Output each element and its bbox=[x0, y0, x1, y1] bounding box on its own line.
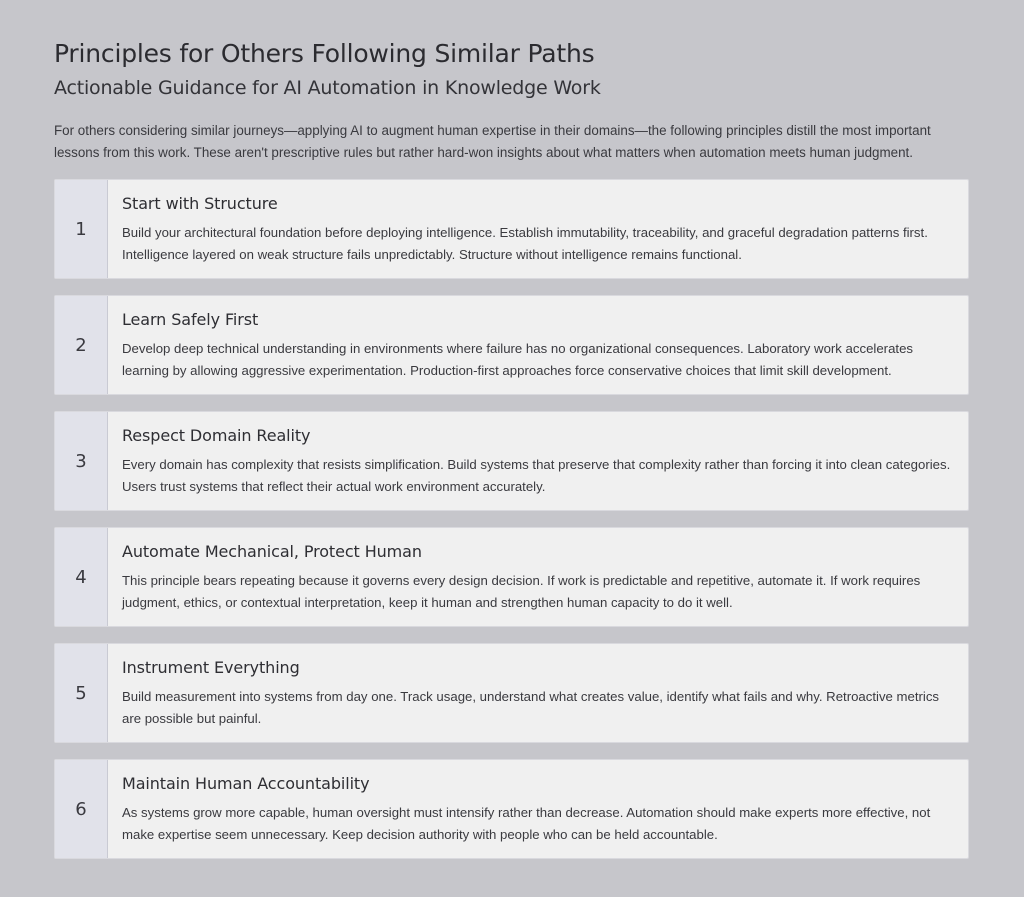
principle-text: Build your architectural foundation before deploying intelligence. Establish immutability, traceability, and graceful degradation patterns first. Intelligence layered on weak structure fails unpredictably. Structure without intelligence remains functional. bbox=[122, 225, 928, 262]
principle-card bbox=[54, 295, 969, 395]
principle-card bbox=[54, 411, 969, 511]
principle-title: Learn Safely First bbox=[122, 310, 259, 329]
principle-number: 4 bbox=[55, 528, 108, 626]
principle-body bbox=[108, 412, 968, 510]
principle-card bbox=[54, 527, 969, 627]
principle-text: Develop deep technical understanding in environments where failure has no organizational consequences. Laboratory work accelerates learning by allowing aggressive experimentation. Production-first approaches force conservative choices that limit skill development. bbox=[122, 341, 913, 378]
principle-title: Start with Structure bbox=[122, 194, 278, 213]
principle-card bbox=[54, 643, 969, 743]
principle-title: Maintain Human Accountability bbox=[122, 774, 370, 793]
principle-card bbox=[54, 759, 969, 859]
principle-text: This principle bears repeating because it governs every design decision. If work is predictable and repetitive, automate it. If work requires judgment, ethics, or contextual interpretation, keep it human and strengthen human capacity to do it well. bbox=[122, 573, 921, 610]
principle-body bbox=[108, 296, 968, 394]
principle-number: 1 bbox=[55, 180, 108, 278]
principle-title: Automate Mechanical, Protect Human bbox=[122, 542, 422, 561]
principle-title: Respect Domain Reality bbox=[122, 426, 311, 445]
principle-number: 2 bbox=[55, 296, 108, 394]
principles-list bbox=[54, 179, 969, 859]
principle-body bbox=[108, 644, 968, 742]
principle-body bbox=[108, 180, 968, 278]
principle-body bbox=[108, 760, 968, 858]
principle-card bbox=[54, 179, 969, 279]
intro-paragraph: For others considering similar journeys—applying AI to augment human expertise in their domains—the following principles distill the most important lessons from this work. These aren't prescriptive rules but rather hard-won insights about what matters when automation meets human judgment. bbox=[54, 123, 931, 160]
principle-body bbox=[108, 528, 968, 626]
principle-number: 6 bbox=[55, 760, 108, 858]
page-subtitle: Actionable Guidance for AI Automation in Knowledge Work bbox=[54, 77, 601, 99]
page-title: Principles for Others Following Similar Paths bbox=[54, 39, 595, 68]
principle-text: Every domain has complexity that resists simplification. Build systems that preserve that complexity rather than forcing it into clean categories. Users trust systems that reflect their actual work environment accurately. bbox=[122, 457, 951, 494]
principle-text: As systems grow more capable, human oversight must intensify rather than decrease. Automation should make experts more effective, not make expertise seem unnecessary. Keep decision authority with people who can be held accountable. bbox=[122, 805, 931, 842]
principle-text: Build measurement into systems from day one. Track usage, understand what creates value, identify what fails and why. Retroactive metrics are possible but painful. bbox=[122, 689, 940, 726]
principle-number: 3 bbox=[55, 412, 108, 510]
principle-number: 5 bbox=[55, 644, 108, 742]
principle-title: Instrument Everything bbox=[122, 658, 300, 677]
